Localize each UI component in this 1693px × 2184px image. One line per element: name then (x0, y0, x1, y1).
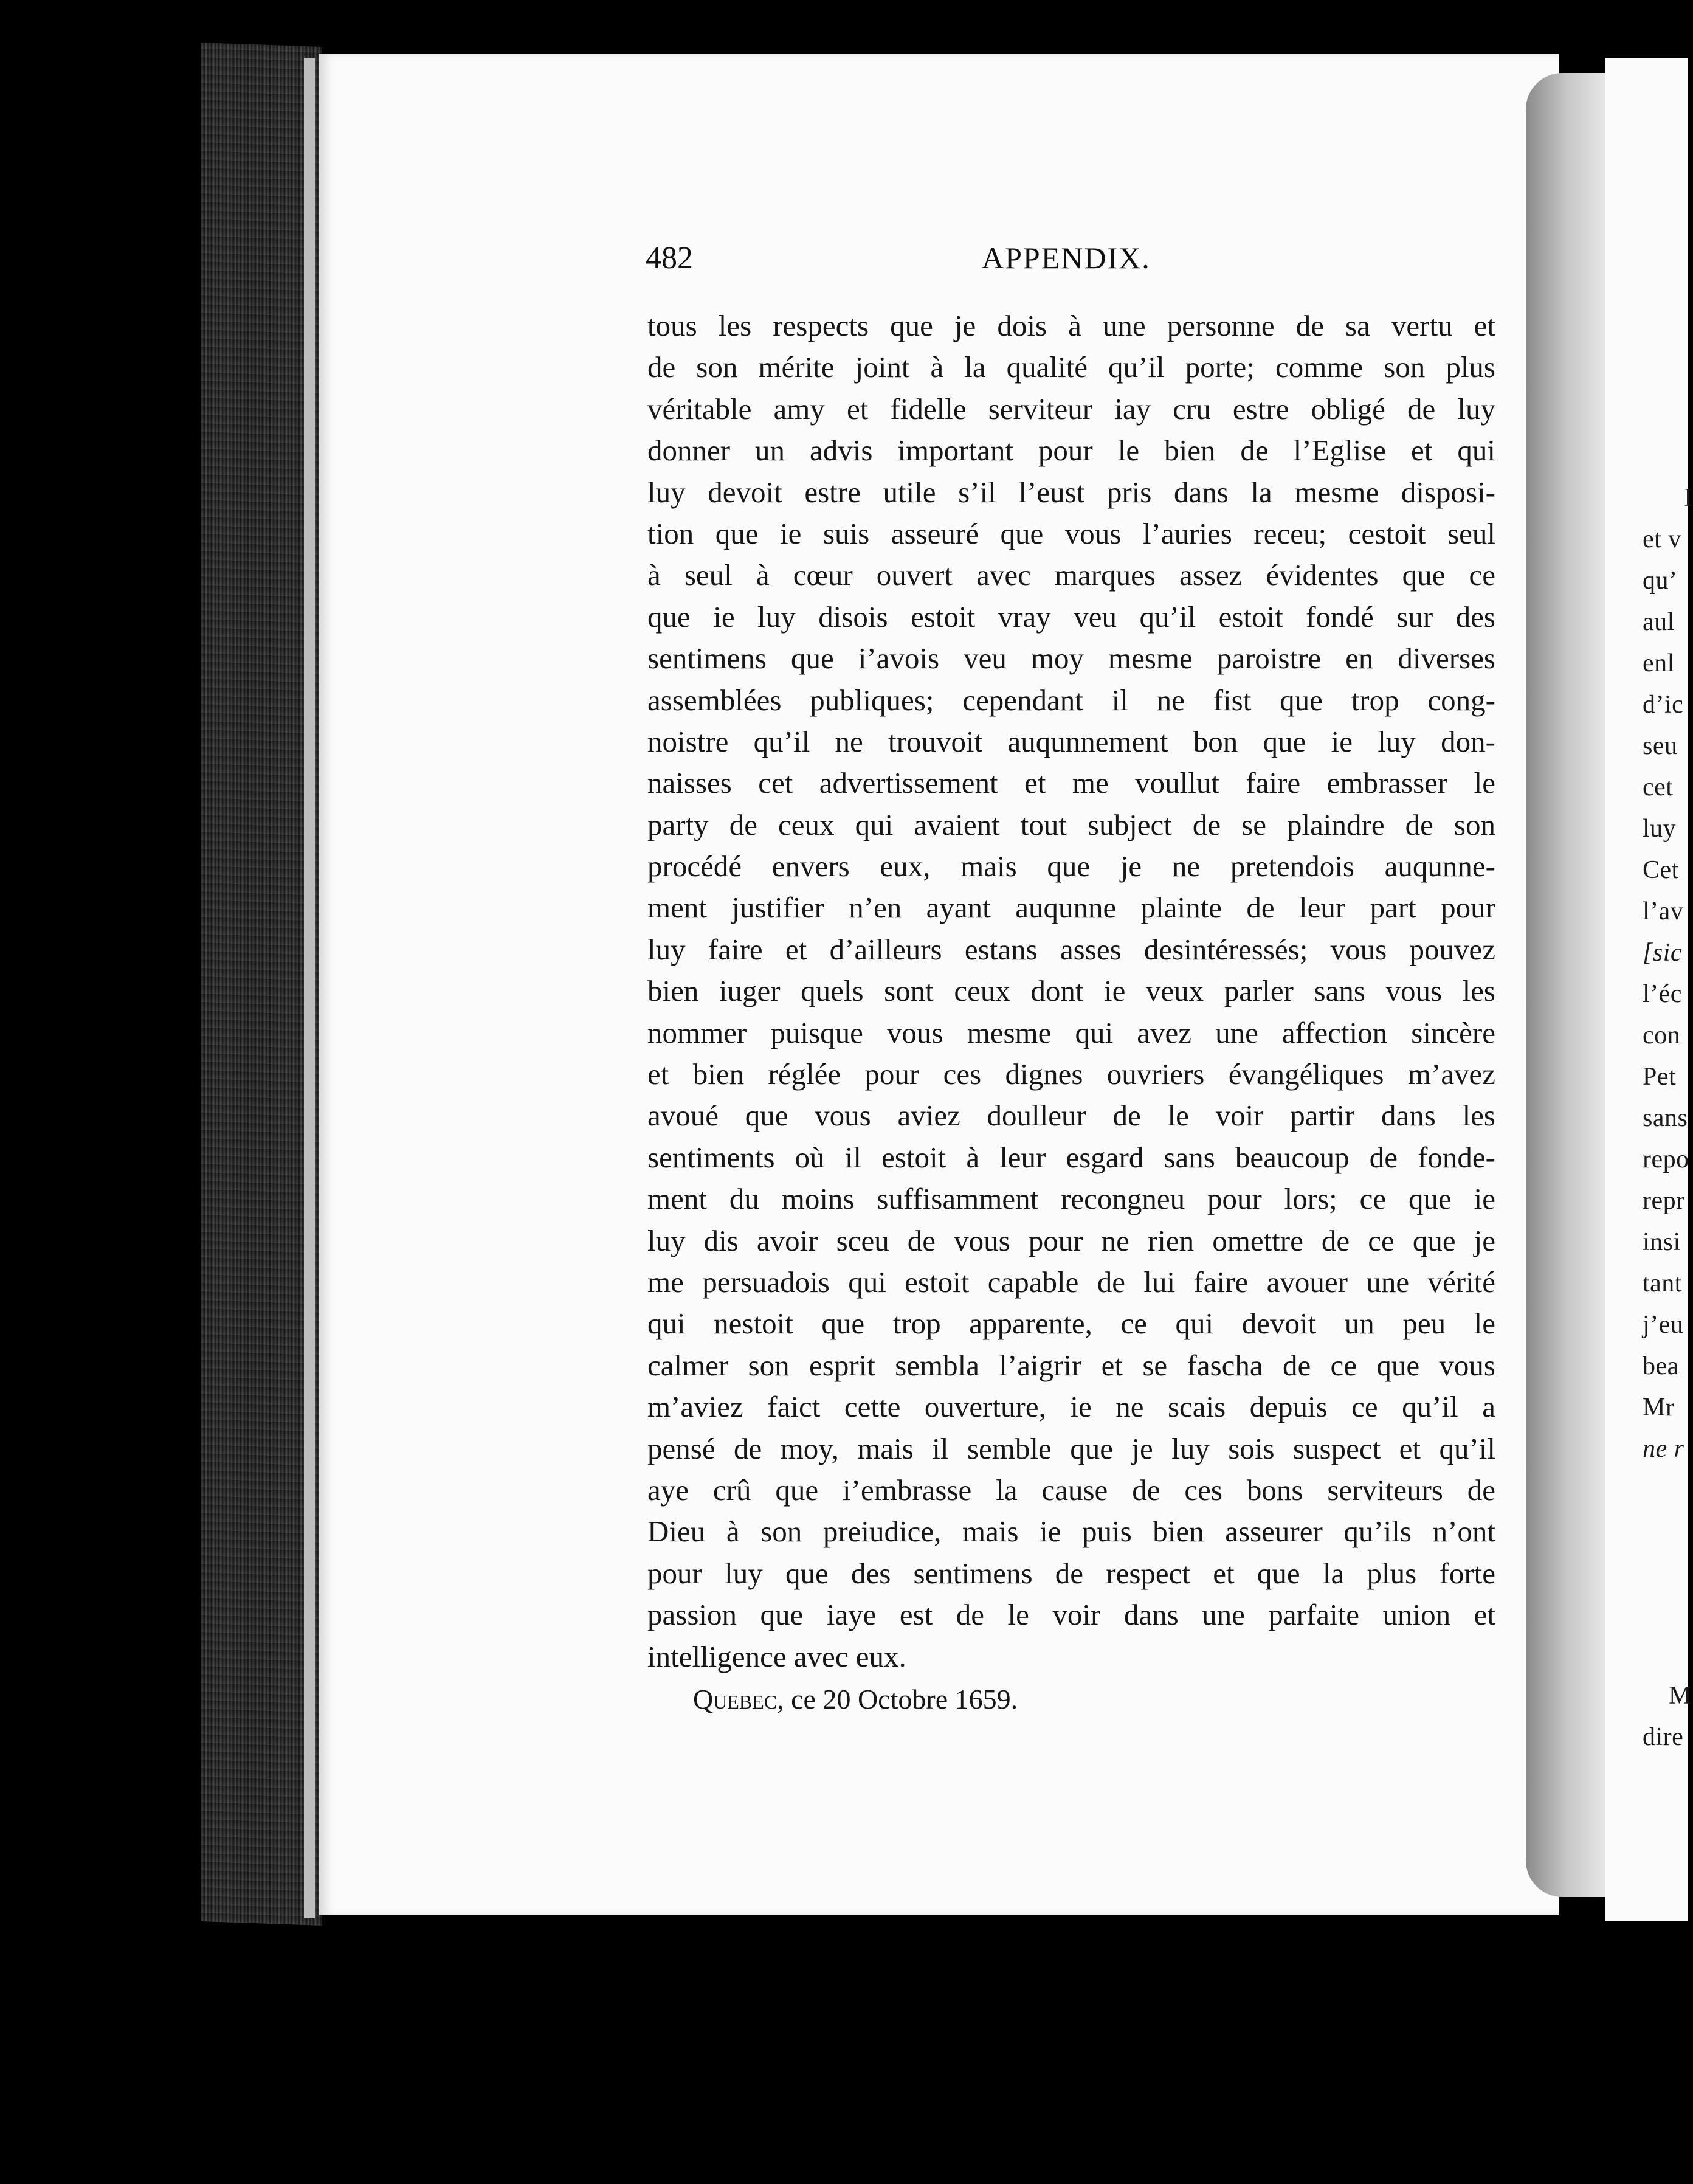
next-page-fragment: insi (1643, 1228, 1681, 1256)
text-line: ment justifier n’en ayant auqunne plainte de leur part pour (647, 891, 1495, 925)
next-page-curl (1526, 73, 1617, 1897)
text-line: ment du moins suffisamment recongneu pour lors; ce que ie (647, 1182, 1495, 1216)
next-page-fragment: bea (1643, 1352, 1679, 1380)
dateline-date: , ce 20 Octobre 1659. (777, 1684, 1018, 1715)
next-page-fragment: cet (1643, 773, 1674, 801)
next-page-fragment: l’éc (1643, 980, 1682, 1008)
dateline (693, 1683, 1018, 1715)
text-line: luy devoit estre utile s’il l’eust pris dans la mesme disposi- (647, 475, 1495, 509)
next-page-fragment: l’av (1643, 897, 1684, 925)
text-line: à seul à cœur ouvert avec marques assez évidentes que ce (647, 558, 1495, 592)
text-line: que ie luy disois estoit vray veu qu’il estoit fondé sur des (647, 600, 1495, 634)
text-line: me persuadois qui estoit capable de lui faire avouer une vérité (647, 1265, 1495, 1299)
text-line: m’aviez faict cette ouverture, ie ne scais depuis ce qu’il a (647, 1390, 1495, 1424)
text-line: pensé de moy, mais il semble que je luy sois suspect et qu’il (647, 1431, 1495, 1465)
text-line: tion que ie suis asseuré que vous l’auries receu; cestoit seul (647, 516, 1495, 550)
next-page-fragment: M (1669, 1682, 1692, 1710)
text-line: et bien réglée pour ces dignes ouvriers évangéliques m’avez (647, 1057, 1495, 1091)
text-line: luy dis avoir sceu de vous pour ne rien omettre de ce que je (647, 1223, 1495, 1257)
text-line: avoué que vous aviez doulleur de le voir partir dans les (647, 1099, 1495, 1133)
text-line: donner un advis important pour le bien de l’Eglise et qui (647, 434, 1495, 468)
next-page-fragment: qu’ (1643, 567, 1678, 595)
text-line: sentimens que i’avois veu moy mesme paroistre en diverses (647, 641, 1495, 676)
text-line: de son mérite joint à la qualité qu’il porte; comme son plus (647, 350, 1495, 384)
next-page-fragment: j’eu (1643, 1311, 1684, 1339)
text-line: nommer puisque vous mesme qui avez une affection sincère (647, 1015, 1495, 1049)
text-line: passion que iaye est de le voir dans une parfaite union et (647, 1598, 1495, 1632)
next-page-fragment: Mr (1643, 1394, 1675, 1422)
next-page-fragment: repo (1643, 1146, 1689, 1173)
dateline-place: Quebec (693, 1684, 778, 1715)
text-line: procédé envers eux, mais que je ne pretendois auqunne- (647, 849, 1495, 883)
next-page-fragment: I (1684, 484, 1693, 512)
text-line: véritable amy et fidelle serviteur iay cru estre obligé de luy (647, 392, 1495, 426)
text-line: noistre qu’il ne trouvoit auqunnement bon que ie luy don- (647, 724, 1495, 758)
page-gutter (304, 58, 315, 1918)
text-line: naisses cet advertissement et me voullut faire embrasser le (647, 766, 1495, 800)
text-line: luy faire et d’ailleurs estans asses desintéressés; vous pouvez (647, 932, 1495, 966)
text-line: Dieu à son preiudice, mais ie puis bien asseurer qu’ils n’ont (647, 1515, 1495, 1549)
running-head: APPENDIX. (982, 241, 1151, 275)
text-line: tous les respects que je dois à une personne de sa vertu et (647, 309, 1495, 342)
next-page-fragment: con (1643, 1021, 1681, 1049)
next-page-fragment: repr (1643, 1187, 1685, 1215)
next-page-fragment: Cet (1643, 856, 1679, 884)
next-page-fragment: ne r (1643, 1435, 1684, 1463)
text-line: pour luy que des sentimens de respect et que la plus forte (647, 1556, 1495, 1590)
next-page-fragment: Pet (1643, 1063, 1677, 1091)
text-line: calmer son esprit sembla l’aigrir et se fascha de ce que vous (647, 1348, 1495, 1382)
next-page-fragment: [sic (1643, 939, 1682, 967)
next-page-fragment: luy (1643, 815, 1677, 843)
next-page-fragment: aul (1643, 608, 1675, 636)
text-line: intelligence avec eux. (647, 1639, 906, 1673)
text-line: party de ceux qui avaient tout subject de se plaindre de son (647, 807, 1495, 841)
text-line: assemblées publiques; cependant il ne fist que trop cong- (647, 683, 1495, 717)
text-line: bien iuger quels sont ceux dont ie veux parler sans vous les (647, 974, 1495, 1008)
text-line: qui nestoit que trop apparente, ce qui devoit un peu le (647, 1307, 1495, 1341)
next-page-fragment: enl (1643, 649, 1675, 677)
text-line: sentiments où il estoit à leur esgard sans beaucoup de fonde- (647, 1140, 1495, 1174)
next-page-fragment: sans (1643, 1104, 1688, 1132)
next-page-fragment: et v (1643, 525, 1681, 553)
body-text (647, 305, 1495, 1678)
next-page-fragment: seu (1643, 732, 1678, 760)
next-page (1605, 58, 1693, 1921)
next-page-fragment: d’ic (1643, 691, 1684, 719)
page-number: 482 (646, 241, 693, 275)
text-line: aye crû que i’embrasse la cause de ces bons serviteurs de (647, 1473, 1495, 1507)
next-page-fragment: tant (1643, 1270, 1682, 1298)
next-page-fragment: dire (1643, 1723, 1684, 1751)
